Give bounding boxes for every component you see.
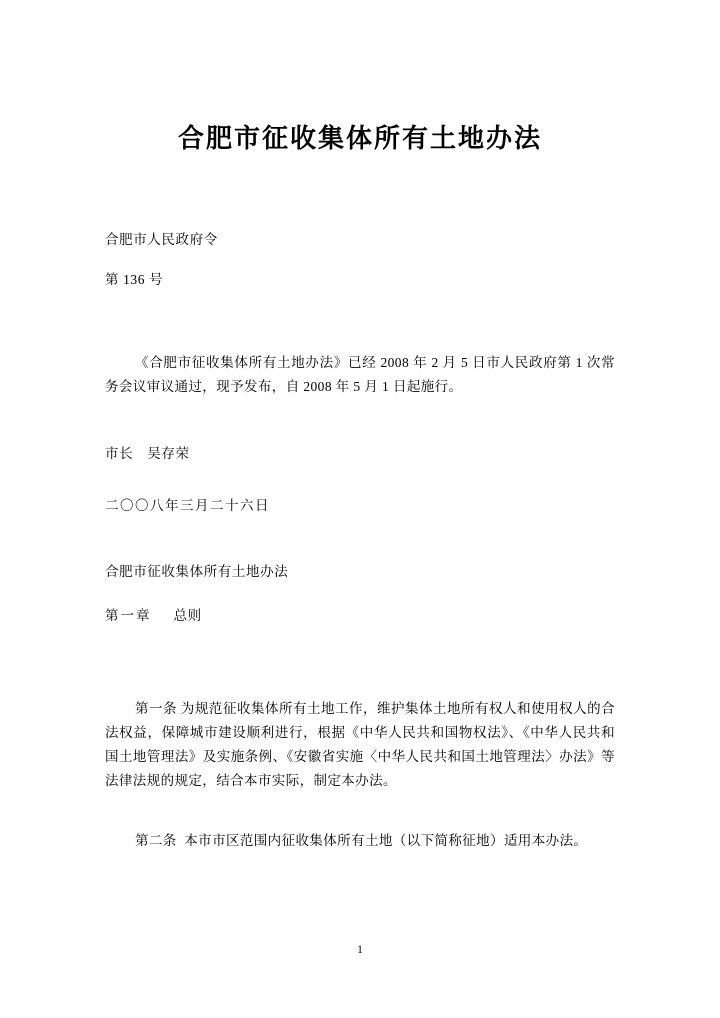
spacer	[105, 291, 615, 351]
spacer	[105, 517, 615, 561]
article-two	[105, 829, 615, 853]
chapter-heading	[105, 605, 615, 627]
page-title: 合肥市征收集体所有土地办法	[177, 124, 542, 153]
signer-line: 市长 吴存荣	[105, 446, 190, 461]
issuer-line: 合肥市人民政府令	[105, 232, 218, 247]
spacer	[105, 627, 615, 697]
chapter-name: 总则	[173, 608, 202, 623]
article-one-text: 为规范征收集体所有土地工作，维护集体土地所有权人和使用权人的合法权益，保障城市建设顺利进行，根据《中华人民共和国物权法》、《中华人民共和国土地管理法》及实施条例、《安徽省实施〈中华人民共和国土地管理法〉办法》等法律法规的规定，结合本市实际，制定本办法。	[105, 701, 616, 788]
article-two-head: 第二条	[135, 833, 177, 848]
article-one	[105, 697, 615, 793]
chapter-label: 第一章	[105, 608, 152, 623]
article-two-text: 本市市区范围内征收集体所有土地（以下简称征地）适用本办法。	[184, 833, 588, 848]
date-line: 二〇〇八年三月二十六日	[105, 498, 270, 513]
decree-number: 第 136 号	[105, 272, 164, 287]
article-one-head: 第一条	[135, 701, 178, 716]
document-subtitle: 合肥市征收集体所有土地办法	[105, 564, 289, 579]
spacer	[105, 465, 615, 495]
promulgation-paragraph: 《合肥市征收集体所有土地办法》已经 2008 年 2 月 5 日市人民政府第 1 次常务会议审议通过，现予发布，自 2008 年 5 月 1 日起施行。	[105, 355, 615, 394]
spacer	[105, 793, 615, 829]
spacer	[105, 155, 615, 229]
page-number: 1	[357, 944, 363, 956]
spacer	[105, 583, 615, 605]
spacer	[105, 399, 615, 443]
